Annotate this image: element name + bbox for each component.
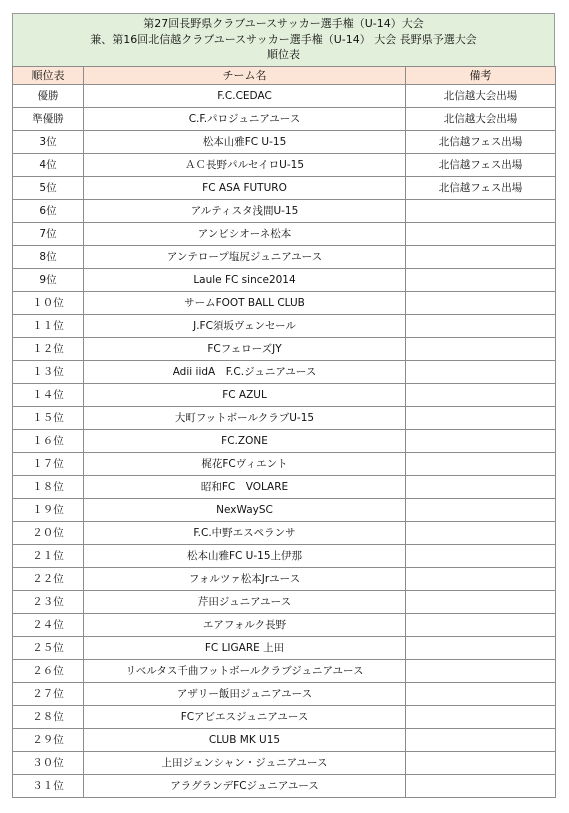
rank-cell: 準優勝 [13,107,84,130]
note-cell [406,728,556,751]
team-name-cell: FC LIGARE 上田 [84,636,406,659]
team-name-cell: FC.ZONE [84,429,406,452]
note-cell [406,337,556,360]
team-name-cell: アンビシオーネ松本 [84,222,406,245]
rank-cell: ３０位 [13,751,84,774]
rank-cell: １５位 [13,406,84,429]
team-name-cell: アンテロープ塩尻ジュニアユース [84,245,406,268]
rank-cell: 8位 [13,245,84,268]
note-cell [406,406,556,429]
table-row [13,705,556,728]
table-row [13,613,556,636]
table-row [13,107,556,130]
note-cell: 北信越フェス出場 [406,176,556,199]
table-caption: 順位表 [267,48,300,61]
table-row [13,406,556,429]
rank-cell: ２８位 [13,705,84,728]
table-row [13,245,556,268]
note-cell [406,268,556,291]
team-name-cell: 上田ジェンシャン・ジュニアユース [84,751,406,774]
team-name-cell: 梶花FCヴィエント [84,452,406,475]
team-name-cell: J.FC須坂ヴェンセール [84,314,406,337]
team-name-cell: FCフェローズJY [84,337,406,360]
table-row [13,751,556,774]
table-row [13,268,556,291]
note-cell [406,774,556,797]
team-name-cell: 昭和FC VOLARE [84,475,406,498]
team-name-cell: フォルツァ松本Jrユース [84,567,406,590]
table-row [13,222,556,245]
table-row [13,314,556,337]
rank-cell: １８位 [13,475,84,498]
team-name-cell: 大町フットボールクラブU-15 [84,406,406,429]
qualifier-title: 兼、第16回北信越クラブユースサッカー選手権（U-14） 大会 長野県予選大会 [90,32,477,46]
table-row [13,544,556,567]
note-cell [406,636,556,659]
team-name-cell: C.F.パロジュニアユース [84,107,406,130]
team-name-cell: FCアビエスジュニアユース [84,705,406,728]
table-row [13,452,556,475]
header-row [13,66,556,84]
table-row [13,774,556,797]
table-row [13,383,556,406]
rank-cell: １１位 [13,314,84,337]
standings-body [13,84,556,797]
note-cell [406,291,556,314]
note-cell [406,682,556,705]
note-cell [406,452,556,475]
note-cell [406,567,556,590]
table-row [13,360,556,383]
note-cell [406,383,556,406]
table-row [13,636,556,659]
rank-cell: １９位 [13,498,84,521]
note-cell [406,498,556,521]
rank-cell: ２７位 [13,682,84,705]
rank-cell: 優勝 [13,84,84,107]
rank-cell: 9位 [13,268,84,291]
note-cell [406,751,556,774]
rank-cell: 4位 [13,153,84,176]
rank-cell: ２１位 [13,544,84,567]
team-name-cell: 芹田ジュニアユース [84,590,406,613]
rank-cell: 5位 [13,176,84,199]
rank-cell: １４位 [13,383,84,406]
rank-cell: １３位 [13,360,84,383]
note-cell [406,590,556,613]
note-cell [406,245,556,268]
rank-cell: ２５位 [13,636,84,659]
note-cell [406,222,556,245]
note-cell [406,314,556,337]
table-row [13,498,556,521]
team-name-cell: NexWaySC [84,498,406,521]
team-name-cell: アルティスタ浅間U-15 [84,199,406,222]
table-row [13,429,556,452]
rank-cell: １０位 [13,291,84,314]
tournament-title: 第27回長野県クラブユースサッカー選手権（U-14）大会 [143,17,424,30]
team-name-cell: アザリー飯田ジュニアユース [84,682,406,705]
note-cell [406,544,556,567]
note-cell [406,475,556,498]
table-row [13,590,556,613]
rank-cell: １７位 [13,452,84,475]
table-row [13,728,556,751]
table-row [13,130,556,153]
rank-cell: １６位 [13,429,84,452]
team-name-cell: CLUB MK U15 [84,728,406,751]
rank-cell: 3位 [13,130,84,153]
team-name-cell: F.C.CEDAC [84,84,406,107]
note-cell: 北信越フェス出場 [406,153,556,176]
team-name-cell: サームFOOT BALL CLUB [84,291,406,314]
team-name-cell: FC AZUL [84,383,406,406]
rank-cell: ３１位 [13,774,84,797]
rank-cell: 6位 [13,199,84,222]
note-cell: 北信越フェス出場 [406,130,556,153]
column-header-team: チーム名 [84,66,406,84]
note-cell [406,521,556,544]
table-row [13,659,556,682]
rank-cell: 7位 [13,222,84,245]
rank-cell: ２２位 [13,567,84,590]
column-header-rank: 順位表 [13,66,84,84]
column-header-note: 備考 [406,66,556,84]
table-row [13,176,556,199]
note-cell: 北信越大会出場 [406,107,556,130]
note-cell [406,199,556,222]
note-cell [406,360,556,383]
table-row [13,291,556,314]
team-name-cell: F.C.中野エスペランサ [84,521,406,544]
rank-cell: ２４位 [13,613,84,636]
note-cell [406,659,556,682]
table-row [13,199,556,222]
team-name-cell: 松本山雅FC U-15 [84,130,406,153]
note-cell [406,613,556,636]
team-name-cell: ＡＣ長野パルセイロU-15 [84,153,406,176]
table-row [13,337,556,360]
note-cell [406,429,556,452]
note-cell [406,705,556,728]
standings-sheet [12,13,555,798]
table-row [13,521,556,544]
rank-cell: １２位 [13,337,84,360]
team-name-cell: リベルタス千曲フットボールクラブジュニアユース [84,659,406,682]
table-row [13,567,556,590]
table-row [13,475,556,498]
rank-cell: ２０位 [13,521,84,544]
team-name-cell: FC ASA FUTURO [84,176,406,199]
note-cell: 北信越大会出場 [406,84,556,107]
team-name-cell: Laule FC since2014 [84,268,406,291]
team-name-cell: 松本山雅FC U-15上伊那 [84,544,406,567]
team-name-cell: エアフォルク長野 [84,613,406,636]
standings-table [12,66,556,798]
table-row [13,84,556,107]
rank-cell: ２６位 [13,659,84,682]
table-row [13,682,556,705]
rank-cell: ２３位 [13,590,84,613]
table-row [13,153,556,176]
team-name-cell: アラグランデFCジュニアユース [84,774,406,797]
rank-cell: ２９位 [13,728,84,751]
team-name-cell: Adii iidA F.C.ジュニアユース [84,360,406,383]
title-block [12,13,555,66]
